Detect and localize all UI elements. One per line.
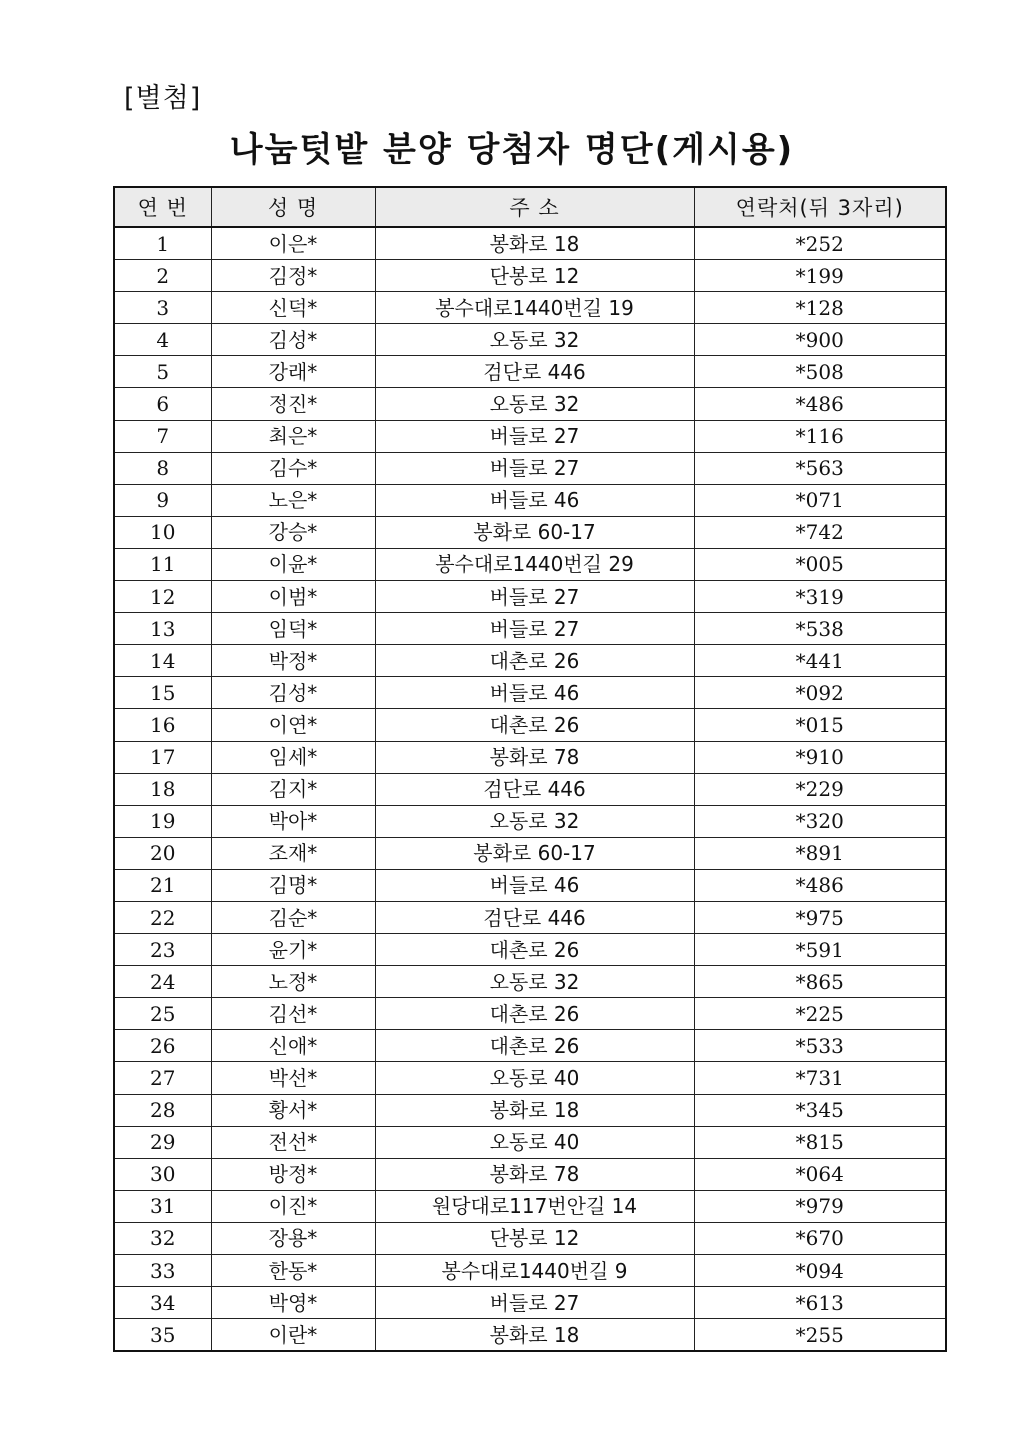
row-name-cell: 이은* [211, 227, 375, 260]
row-name-cell: 전선* [211, 1126, 375, 1158]
row-number-cell: 21 [114, 869, 211, 901]
row-phone-cell: *731 [694, 1062, 946, 1094]
row-phone-cell: *441 [694, 645, 946, 677]
row-name-cell: 정진* [211, 388, 375, 420]
row-address-cell: 대촌로 26 [375, 1030, 694, 1062]
row-phone-cell: *979 [694, 1190, 946, 1222]
row-address-cell: 봉화로 18 [375, 1319, 694, 1352]
row-phone-cell: *092 [694, 677, 946, 709]
row-name-cell: 김성* [211, 324, 375, 356]
row-address-cell: 단봉로 12 [375, 260, 694, 292]
row-number-cell: 26 [114, 1030, 211, 1062]
row-phone-cell: *563 [694, 452, 946, 484]
row-address-cell: 봉화로 78 [375, 741, 694, 773]
table-row [114, 516, 946, 548]
row-address-cell: 오동로 32 [375, 388, 694, 420]
row-name-cell: 신애* [211, 1030, 375, 1062]
row-address-cell: 봉화로 18 [375, 1094, 694, 1126]
row-address-cell: 봉화로 60-17 [375, 837, 694, 869]
row-number-cell: 16 [114, 709, 211, 741]
header-phone: 연락처(뒤 3자리) [694, 187, 946, 227]
row-address-cell: 버들로 46 [375, 869, 694, 901]
table-row [114, 901, 946, 933]
row-name-cell: 이란* [211, 1319, 375, 1352]
row-address-cell: 검단로 446 [375, 901, 694, 933]
row-name-cell: 박선* [211, 1062, 375, 1094]
row-phone-cell: *225 [694, 998, 946, 1030]
row-name-cell: 김순* [211, 901, 375, 933]
row-name-cell: 이윤* [211, 548, 375, 580]
table-row [114, 1094, 946, 1126]
row-address-cell: 봉수대로1440번길 29 [375, 548, 694, 580]
row-phone-cell: *229 [694, 773, 946, 805]
row-number-cell: 9 [114, 484, 211, 516]
row-name-cell: 최은* [211, 420, 375, 452]
row-number-cell: 12 [114, 581, 211, 613]
row-number-cell: 15 [114, 677, 211, 709]
row-address-cell: 봉수대로1440번길 9 [375, 1255, 694, 1287]
row-phone-cell: *199 [694, 260, 946, 292]
row-number-cell: 5 [114, 356, 211, 388]
table-row [114, 1030, 946, 1062]
row-number-cell: 32 [114, 1222, 211, 1254]
row-address-cell: 봉화로 78 [375, 1158, 694, 1190]
table-row [114, 837, 946, 869]
row-phone-cell: *975 [694, 901, 946, 933]
table-row [114, 260, 946, 292]
row-address-cell: 대촌로 26 [375, 645, 694, 677]
row-phone-cell: *910 [694, 741, 946, 773]
row-number-cell: 17 [114, 741, 211, 773]
row-address-cell: 버들로 27 [375, 452, 694, 484]
page-title: 나눔텃밭 분양 당첨자 명단(게시용) [229, 130, 795, 170]
row-number-cell: 23 [114, 934, 211, 966]
row-phone-cell: *128 [694, 292, 946, 324]
row-address-cell: 대촌로 26 [375, 709, 694, 741]
row-name-cell: 이진* [211, 1190, 375, 1222]
row-address-cell: 오동로 32 [375, 324, 694, 356]
table-row [114, 773, 946, 805]
row-number-cell: 20 [114, 837, 211, 869]
row-address-cell: 단봉로 12 [375, 1222, 694, 1254]
table-row [114, 645, 946, 677]
table-row [114, 292, 946, 324]
row-address-cell: 오동로 40 [375, 1126, 694, 1158]
table-row [114, 613, 946, 645]
table-row [114, 1158, 946, 1190]
row-phone-cell: *015 [694, 709, 946, 741]
table-row [114, 741, 946, 773]
table-row [114, 1062, 946, 1094]
table-row [114, 227, 946, 260]
row-number-cell: 30 [114, 1158, 211, 1190]
row-address-cell: 검단로 446 [375, 773, 694, 805]
table-row [114, 677, 946, 709]
row-number-cell: 19 [114, 805, 211, 837]
row-name-cell: 김지* [211, 773, 375, 805]
row-address-cell: 버들로 46 [375, 484, 694, 516]
table-row [114, 869, 946, 901]
row-name-cell: 김정* [211, 260, 375, 292]
row-number-cell: 28 [114, 1094, 211, 1126]
table-row [114, 484, 946, 516]
header-address: 주 소 [375, 187, 694, 227]
row-number-cell: 27 [114, 1062, 211, 1094]
table-row [114, 709, 946, 741]
row-name-cell: 강승* [211, 516, 375, 548]
row-phone-cell: *538 [694, 613, 946, 645]
table-row [114, 388, 946, 420]
row-number-cell: 3 [114, 292, 211, 324]
row-address-cell: 오동로 32 [375, 966, 694, 998]
row-address-cell: 버들로 46 [375, 677, 694, 709]
row-phone-cell: *486 [694, 869, 946, 901]
row-number-cell: 8 [114, 452, 211, 484]
row-number-cell: 35 [114, 1319, 211, 1352]
row-phone-cell: *486 [694, 388, 946, 420]
row-address-cell: 버들로 27 [375, 1287, 694, 1319]
row-phone-cell: *071 [694, 484, 946, 516]
table-row [114, 1319, 946, 1352]
header-name: 성 명 [211, 187, 375, 227]
row-name-cell: 임세* [211, 741, 375, 773]
row-phone-cell: *320 [694, 805, 946, 837]
row-address-cell: 대촌로 26 [375, 998, 694, 1030]
row-name-cell: 김수* [211, 452, 375, 484]
table-row [114, 805, 946, 837]
row-phone-cell: *508 [694, 356, 946, 388]
row-phone-cell: *345 [694, 1094, 946, 1126]
row-number-cell: 13 [114, 613, 211, 645]
table-row [114, 420, 946, 452]
row-phone-cell: *533 [694, 1030, 946, 1062]
table-row [114, 356, 946, 388]
row-phone-cell: *591 [694, 934, 946, 966]
row-name-cell: 장용* [211, 1222, 375, 1254]
row-name-cell: 이연* [211, 709, 375, 741]
row-phone-cell: *064 [694, 1158, 946, 1190]
row-address-cell: 오동로 40 [375, 1062, 694, 1094]
row-number-cell: 1 [114, 227, 211, 260]
row-name-cell: 김성* [211, 677, 375, 709]
row-address-cell: 오동로 32 [375, 805, 694, 837]
row-name-cell: 노은* [211, 484, 375, 516]
row-phone-cell: *891 [694, 837, 946, 869]
row-address-cell: 버들로 27 [375, 420, 694, 452]
row-number-cell: 31 [114, 1190, 211, 1222]
row-address-cell: 봉수대로1440번길 19 [375, 292, 694, 324]
winners-table-container [113, 186, 945, 1352]
header-row [114, 187, 946, 227]
row-phone-cell: *742 [694, 516, 946, 548]
row-number-cell: 33 [114, 1255, 211, 1287]
table-row [114, 1255, 946, 1287]
row-phone-cell: *670 [694, 1222, 946, 1254]
row-number-cell: 24 [114, 966, 211, 998]
winners-table [113, 186, 947, 1352]
row-phone-cell: *094 [694, 1255, 946, 1287]
table-row [114, 452, 946, 484]
row-phone-cell: *900 [694, 324, 946, 356]
row-name-cell: 강래* [211, 356, 375, 388]
row-address-cell: 원당대로117번안길 14 [375, 1190, 694, 1222]
header-number: 연 번 [114, 187, 211, 227]
row-phone-cell: *255 [694, 1319, 946, 1352]
row-name-cell: 신덕* [211, 292, 375, 324]
row-address-cell: 버들로 27 [375, 613, 694, 645]
row-phone-cell: *005 [694, 548, 946, 580]
row-name-cell: 박영* [211, 1287, 375, 1319]
row-number-cell: 11 [114, 548, 211, 580]
row-number-cell: 7 [114, 420, 211, 452]
row-number-cell: 22 [114, 901, 211, 933]
table-body [114, 227, 946, 1351]
row-name-cell: 방정* [211, 1158, 375, 1190]
table-header [114, 187, 946, 227]
row-phone-cell: *815 [694, 1126, 946, 1158]
row-address-cell: 버들로 27 [375, 581, 694, 613]
table-row [114, 324, 946, 356]
table-row [114, 966, 946, 998]
row-number-cell: 29 [114, 1126, 211, 1158]
row-number-cell: 6 [114, 388, 211, 420]
attachment-label: [별첨] [124, 83, 202, 114]
row-phone-cell: *252 [694, 227, 946, 260]
table-row [114, 998, 946, 1030]
row-number-cell: 34 [114, 1287, 211, 1319]
row-address-cell: 봉화로 60-17 [375, 516, 694, 548]
row-number-cell: 4 [114, 324, 211, 356]
table-row [114, 548, 946, 580]
table-row [114, 1287, 946, 1319]
row-phone-cell: *116 [694, 420, 946, 452]
row-name-cell: 황서* [211, 1094, 375, 1126]
row-address-cell: 대촌로 26 [375, 934, 694, 966]
row-name-cell: 조재* [211, 837, 375, 869]
table-row [114, 581, 946, 613]
row-address-cell: 검단로 446 [375, 356, 694, 388]
row-name-cell: 한동* [211, 1255, 375, 1287]
row-number-cell: 10 [114, 516, 211, 548]
row-name-cell: 박정* [211, 645, 375, 677]
row-number-cell: 25 [114, 998, 211, 1030]
row-phone-cell: *319 [694, 581, 946, 613]
row-name-cell: 박아* [211, 805, 375, 837]
table-row [114, 1190, 946, 1222]
row-name-cell: 김선* [211, 998, 375, 1030]
row-number-cell: 18 [114, 773, 211, 805]
row-address-cell: 봉화로 18 [375, 227, 694, 260]
row-phone-cell: *865 [694, 966, 946, 998]
row-phone-cell: *613 [694, 1287, 946, 1319]
row-name-cell: 이범* [211, 581, 375, 613]
table-row [114, 934, 946, 966]
table-row [114, 1222, 946, 1254]
row-name-cell: 노정* [211, 966, 375, 998]
row-name-cell: 김명* [211, 869, 375, 901]
row-number-cell: 14 [114, 645, 211, 677]
table-row [114, 1126, 946, 1158]
row-name-cell: 임덕* [211, 613, 375, 645]
row-number-cell: 2 [114, 260, 211, 292]
row-name-cell: 윤기* [211, 934, 375, 966]
